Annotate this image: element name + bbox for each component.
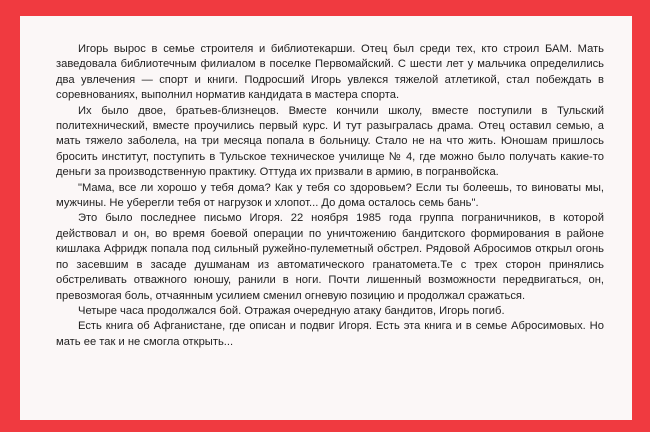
paragraph-book: Есть книга об Афганистане, где описан и подвиг Игоря. Есть эта книга и в семье Абросимовых. Но мать ее так и не смогла открыть... xyxy=(56,320,604,348)
page-sheet xyxy=(20,16,632,420)
paragraph-death: Четыре часа продолжался бой. Отражая очередную атаку бандитов, Игорь погиб. xyxy=(78,304,505,317)
paragraph-childhood: Игорь вырос в семье строителя и библиотекарши. Отец был среди тех, кто строил БАМ. Мать заведовала библиотечным филиалом в поселке Первомайский. С шести лет у мальчика определились два увлечения — спорт и книги. Подросший Игорь увлекся тяжелой атлетикой, стал побеждать в соревнованиях, выполнил норматив кандидата в мастера спорта. xyxy=(56,43,604,102)
article-text xyxy=(56,42,604,350)
paragraph-twins: Их было двое, братьев-близнецов. Вместе кончили школу, вместе поступили в Тульский политехнический, вместе проучились первый курс. И тут разыгралась драма. Отец оставил семью, а мать тяжело заболела, на три месяца попала в больницу. Стало не на что жить. Юношам пришлось бросить институт, поступить в Тульское техническое училище № 4, где можно было получать какие-то деньги за производственную практику. Оттуда их призвали в армию, в погранвойска. xyxy=(56,104,604,179)
paragraph-letter: "Мама, все ли хорошо у тебя дома? Как у тебя со здоровьем? Если ты болеешь, то виноваты мы, мужчины. Не уберегли тебя от нагрузок и хлопот... До дома осталось семь бань". xyxy=(56,181,604,210)
paragraph-battle: Это было последнее письмо Игоря. 22 ноября 1985 года группа пограничников, в которой действовал и он, во время боевой операции по уничтожению бандитского формирования в районе кишлака Афридж попала под сильный ружейно-пулеметный обстрел. Рядовой Абросимов открыл огонь по засевшим в засаде душманам из автоматического гранатомета.Те с трех сторон принялись обстреливать отважного юношу, ранили в ноги. Почти лишенный возможности передвигаться, он, превозмогая боль, отчаянным усилием сменил огневую позицию и продолжал сражаться. xyxy=(56,212,604,302)
